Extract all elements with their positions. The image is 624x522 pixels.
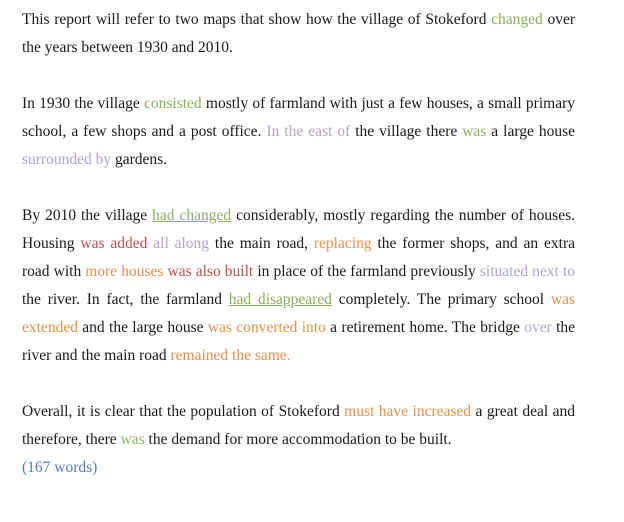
highlight-consisted: consisted bbox=[143, 95, 202, 112]
highlight-more-houses: more houses bbox=[85, 263, 164, 280]
highlight-was-extended: was extended bbox=[22, 291, 575, 336]
highlight-had-changed: had changed bbox=[152, 207, 232, 224]
highlight-situated-next-to: situated next to bbox=[479, 263, 575, 280]
highlight-in-the-east-of: In the east of bbox=[266, 123, 351, 140]
paragraph-2010 bbox=[22, 202, 575, 370]
highlight-was-converted-into: was converted into bbox=[207, 319, 326, 336]
text: the river. In fact, the farmland bbox=[22, 291, 229, 308]
text: and the large house bbox=[77, 319, 208, 336]
text: a great deal and therefore, there bbox=[22, 403, 575, 448]
text: the village there bbox=[350, 123, 463, 140]
highlight-changed: changed bbox=[491, 11, 543, 28]
highlight-was-also-built: was also built bbox=[167, 263, 254, 280]
text: the main road, bbox=[209, 235, 314, 252]
text: mostly of farmland with just a few houses, a small primary school, a few shops and a post office. bbox=[22, 95, 576, 140]
text: a retirement home. The bridge bbox=[325, 319, 525, 336]
text: By 2010 the village bbox=[22, 207, 153, 224]
text: completely. The primary school bbox=[331, 291, 551, 308]
highlight-was-added: was added bbox=[80, 235, 148, 252]
text: over the years between 1930 and 2010. bbox=[22, 11, 576, 56]
word-count: (167 words) bbox=[22, 459, 98, 476]
report-document bbox=[22, 6, 575, 482]
text: the river and the main road bbox=[22, 319, 576, 364]
text: In 1930 the village bbox=[22, 95, 144, 112]
text: This report will refer to two maps that show how the village of Stokeford bbox=[22, 11, 492, 28]
highlight-replacing: replacing bbox=[313, 235, 372, 252]
text: gardens. bbox=[111, 151, 168, 168]
paragraph-overall bbox=[22, 398, 575, 482]
text: the former shops, and an extra road with bbox=[22, 235, 575, 280]
highlight-had-disappeared: had disappeared bbox=[228, 291, 332, 308]
highlight-was: was bbox=[462, 123, 487, 140]
text: the demand for more accommodation to be built. bbox=[144, 431, 452, 448]
highlight-all-along: all along bbox=[153, 235, 210, 252]
text: a large house bbox=[486, 123, 575, 140]
paragraph-1930 bbox=[22, 90, 575, 174]
highlight-must-have-increased: must have increased bbox=[344, 403, 472, 420]
highlight-over: over bbox=[524, 319, 552, 336]
highlight-was-2: was bbox=[120, 431, 145, 448]
text: in place of the farmland previously bbox=[253, 263, 480, 280]
text: considerably, mostly regarding the number of houses. Housing bbox=[22, 207, 575, 252]
highlight-remained-the-same: remained the same. bbox=[170, 347, 291, 364]
highlight-surrounded-by: surrounded by bbox=[22, 151, 112, 168]
text: Overall, it is clear that the population of Stokeford bbox=[22, 403, 345, 420]
paragraph-intro bbox=[22, 6, 575, 62]
